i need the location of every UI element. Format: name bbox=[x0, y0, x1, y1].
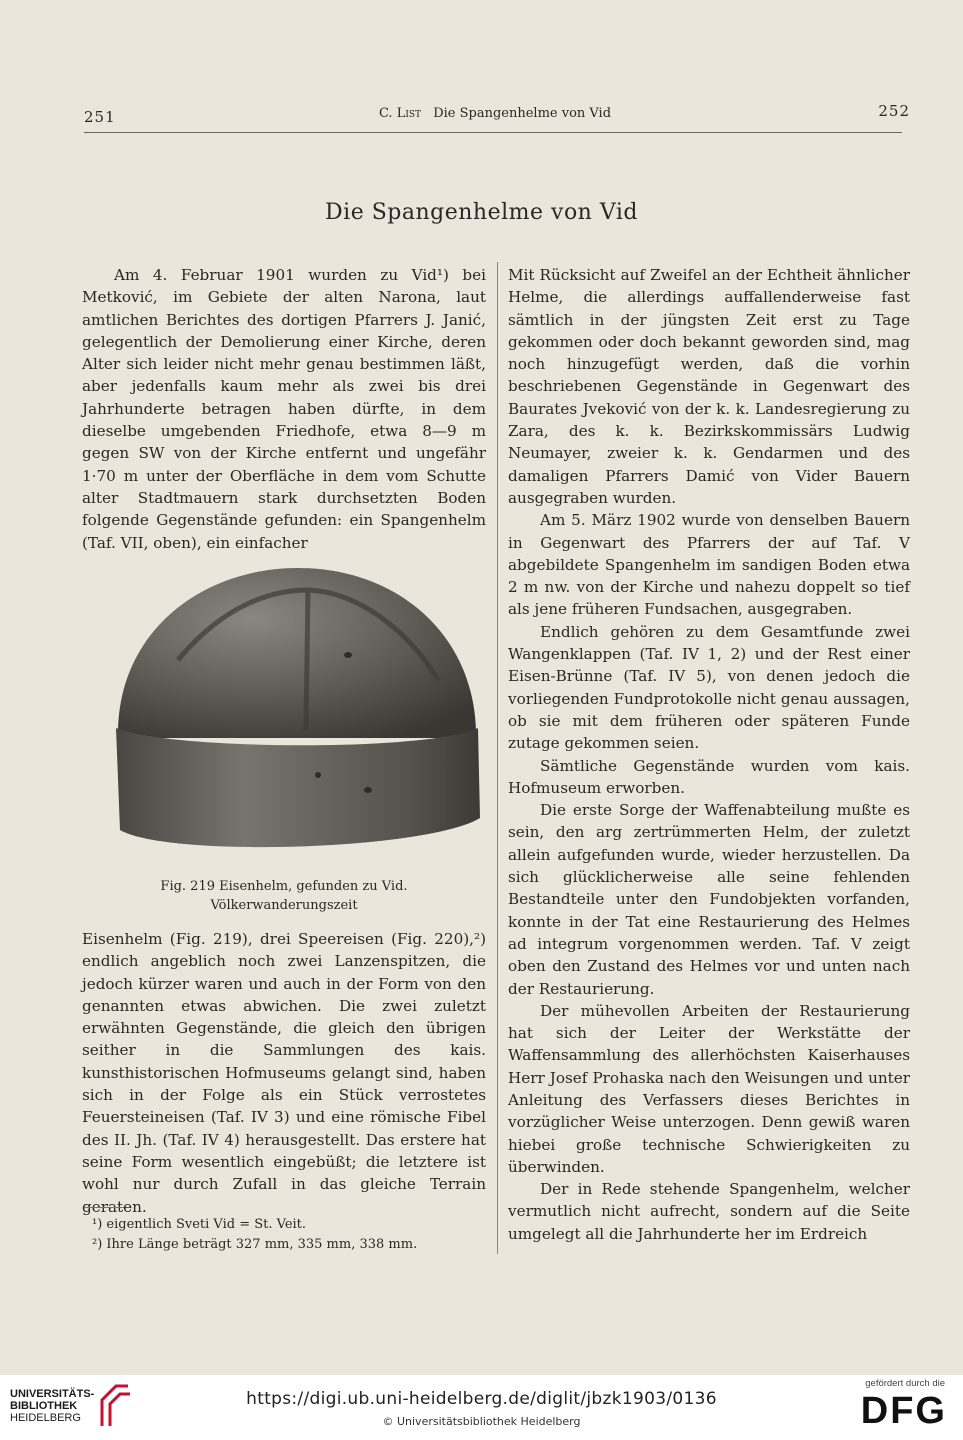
running-title bbox=[80, 106, 910, 121]
footnote-1: ¹) eigentlich Sveti Vid = St. Veit. bbox=[92, 1217, 307, 1232]
paragraph: Mit Rücksicht auf Zweifel an der Echtheit ähnlicher Helme, die allerdings auffallenderweise fast sämtlich in der jüngsten Zeit erst zu Tage gekommen oder doch bekannt geworden sind, mag noch hinzugefügt werden, daß die vorhin beschriebenen Gegenstände in Gegenwart des Baurates Jveković von der k. k. Landesregierung zu Zara, des k. k. Bezirkskommissärs Ludwig Neumayer, zweier k. k. Gendarmen und des damaligen Pfarrers Damić von Vider Bauern ausgegraben wurden. bbox=[508, 266, 910, 507]
viewer-footer bbox=[0, 1375, 963, 1440]
left-column-top bbox=[82, 264, 486, 554]
dfg-logo[interactable]: DFG bbox=[860, 1390, 947, 1432]
footnotes bbox=[92, 1215, 486, 1255]
caption-line-2: Völkerwanderungszeit bbox=[210, 898, 358, 913]
library-line-3: HEIDELBERG bbox=[10, 1412, 81, 1424]
page-number-left: 251 bbox=[84, 108, 116, 126]
paragraph: Die erste Sorge der Waffenabteilung mußte es sein, den arg zertrümmerten Helm, der zuletzt allein aufgefunden wurde, wieder herzustellen. Da sich glücklicherweise alle seine fehlenden Bestandteile unter den Fundobjekten vorfanden, konnte in der Tat eine Restaurierung des Helmes ad integrum vorgenommen werden. Taf. V zeigt oben den Zustand des Helmes vor und unten nach der Restaurierung. bbox=[508, 801, 910, 998]
running-author: C. List bbox=[378, 106, 422, 121]
running-header bbox=[80, 104, 910, 130]
caption-line-1: Fig. 219 Eisenhelm, gefunden zu Vid. bbox=[160, 879, 408, 894]
paragraph: Am 4. Februar 1901 wurden zu Vid¹) bei Metković, im Gebiete der alten Narona, laut amtlichen Berichtes des dortigen Pfarrers J. Janić, gelegentlich der Demolierung einer Kirche, deren Alter sich leider nicht mehr genau bestimmen läßt, aber jedenfalls kaum mehr als zwei bis drei Jahrhunderte betragen haben dürfte, in dem dieselbe umgebenden Friedhofe, etwa 8—9 m gegen SW von der Kirche entfernt und ungefähr 1·70 m unter der Oberfläche in dem vom Schutte alter Stadtmauern stark durchsetzten Boden folgende Gegenstände gefunden: ein Spangenhelm (Taf. VII, oben), ein einfacher bbox=[82, 266, 486, 552]
permalink-url[interactable]: https://digi.ub.uni-heidelberg.de/diglit/jbzk1903/0136 bbox=[246, 1389, 717, 1409]
library-line-1: UNIVERSITÄTS- bbox=[10, 1388, 95, 1400]
page-number-right: 252 bbox=[878, 102, 910, 120]
running-title-text: Die Spangenhelme von Vid bbox=[433, 106, 612, 121]
paragraph: Endlich gehören zu dem Gesamtfunde zwei Wangenklappen (Taf. IV 1, 2) und der Rest einer Eisen-Brünne (Taf. IV 5), von denen jedoch die vorliegenden Fundprotokolle nicht genau aussagen, ob sie mit dem früheren oder späteren Funde zutage gekommen seien. bbox=[508, 622, 910, 753]
helmet-dome bbox=[118, 568, 476, 738]
left-column-bottom bbox=[82, 928, 486, 1218]
article-title: Die Spangenhelme von Vid bbox=[325, 200, 638, 225]
copyright-notice: © Universitätsbibliothek Heidelberg bbox=[382, 1415, 581, 1428]
paragraph: Der in Rede stehende Spangenhelm, welcher vermutlich nicht aufrecht, sondern auf die Seite umgelegt all die Jahrhunderte her im Erdreich bbox=[508, 1180, 910, 1243]
header-rule bbox=[84, 132, 902, 133]
paragraph: Der mühevollen Arbeiten der Restaurierung hat sich der Leiter der Werkstätte der Waffensammlung des allerhöchsten Kaiserhauses Herr Josef Prohaska nach den Weisungen und unter Anleitung des Verfassers dieses Berichtes in vorzüglicher Weise unterzogen. Denn gewiß waren hiebei große technische Schwierigkeiten zu überwinden. bbox=[508, 1001, 910, 1176]
helmet-band bbox=[116, 728, 480, 847]
library-line-2: BIBLIOTHEK bbox=[10, 1400, 78, 1412]
figure-caption bbox=[82, 877, 486, 915]
paragraph: Sämtliche Gegenstände wurden vom kais. Hofmuseum erworben. bbox=[508, 756, 910, 797]
funding-note: gefördert durch die bbox=[865, 1378, 945, 1389]
paragraph: Am 5. März 1902 wurde von denselben Bauern in Gegenwart des Pfarrers der auf Taf. V abgebildete Spangenhelm im sandigen Boden etwa 2 m nw. von der Kirche und nahezu doppelt so tief als jene früheren Fundsachen, ausgegraben. bbox=[508, 511, 910, 619]
footnote-separator bbox=[84, 1207, 124, 1208]
helmet-figure bbox=[108, 560, 484, 866]
paragraph: Eisenhelm (Fig. 219), drei Speereisen (Fig. 220),²) endlich angeblich noch zwei Lanzenspitzen, die jedoch kürzer waren und auch in der Form von den genannten etwas abwichen. Die zwei zuletzt erwähnten Gegenstände, die gleich den übrigen seither in die Sammlungen des kais. kunsthistorischen Hofmuseums gelangt sind, haben sich in der Folge als ein Stück verrostetes Feuersteineisen (Taf. IV 3) und eine römische Fibel des II. Jh. (Taf. IV 4) herausgestellt. Das erstere hat seine Form wesentlich eingebüßt; die letztere ist wohl nur durch Zufall in das gleiche Terrain geraten. bbox=[82, 930, 486, 1216]
column-separator bbox=[497, 262, 498, 1254]
footnote-2: ²) Ihre Länge beträgt 327 mm, 335 mm, 338 mm. bbox=[92, 1237, 418, 1252]
right-column bbox=[508, 264, 910, 1245]
